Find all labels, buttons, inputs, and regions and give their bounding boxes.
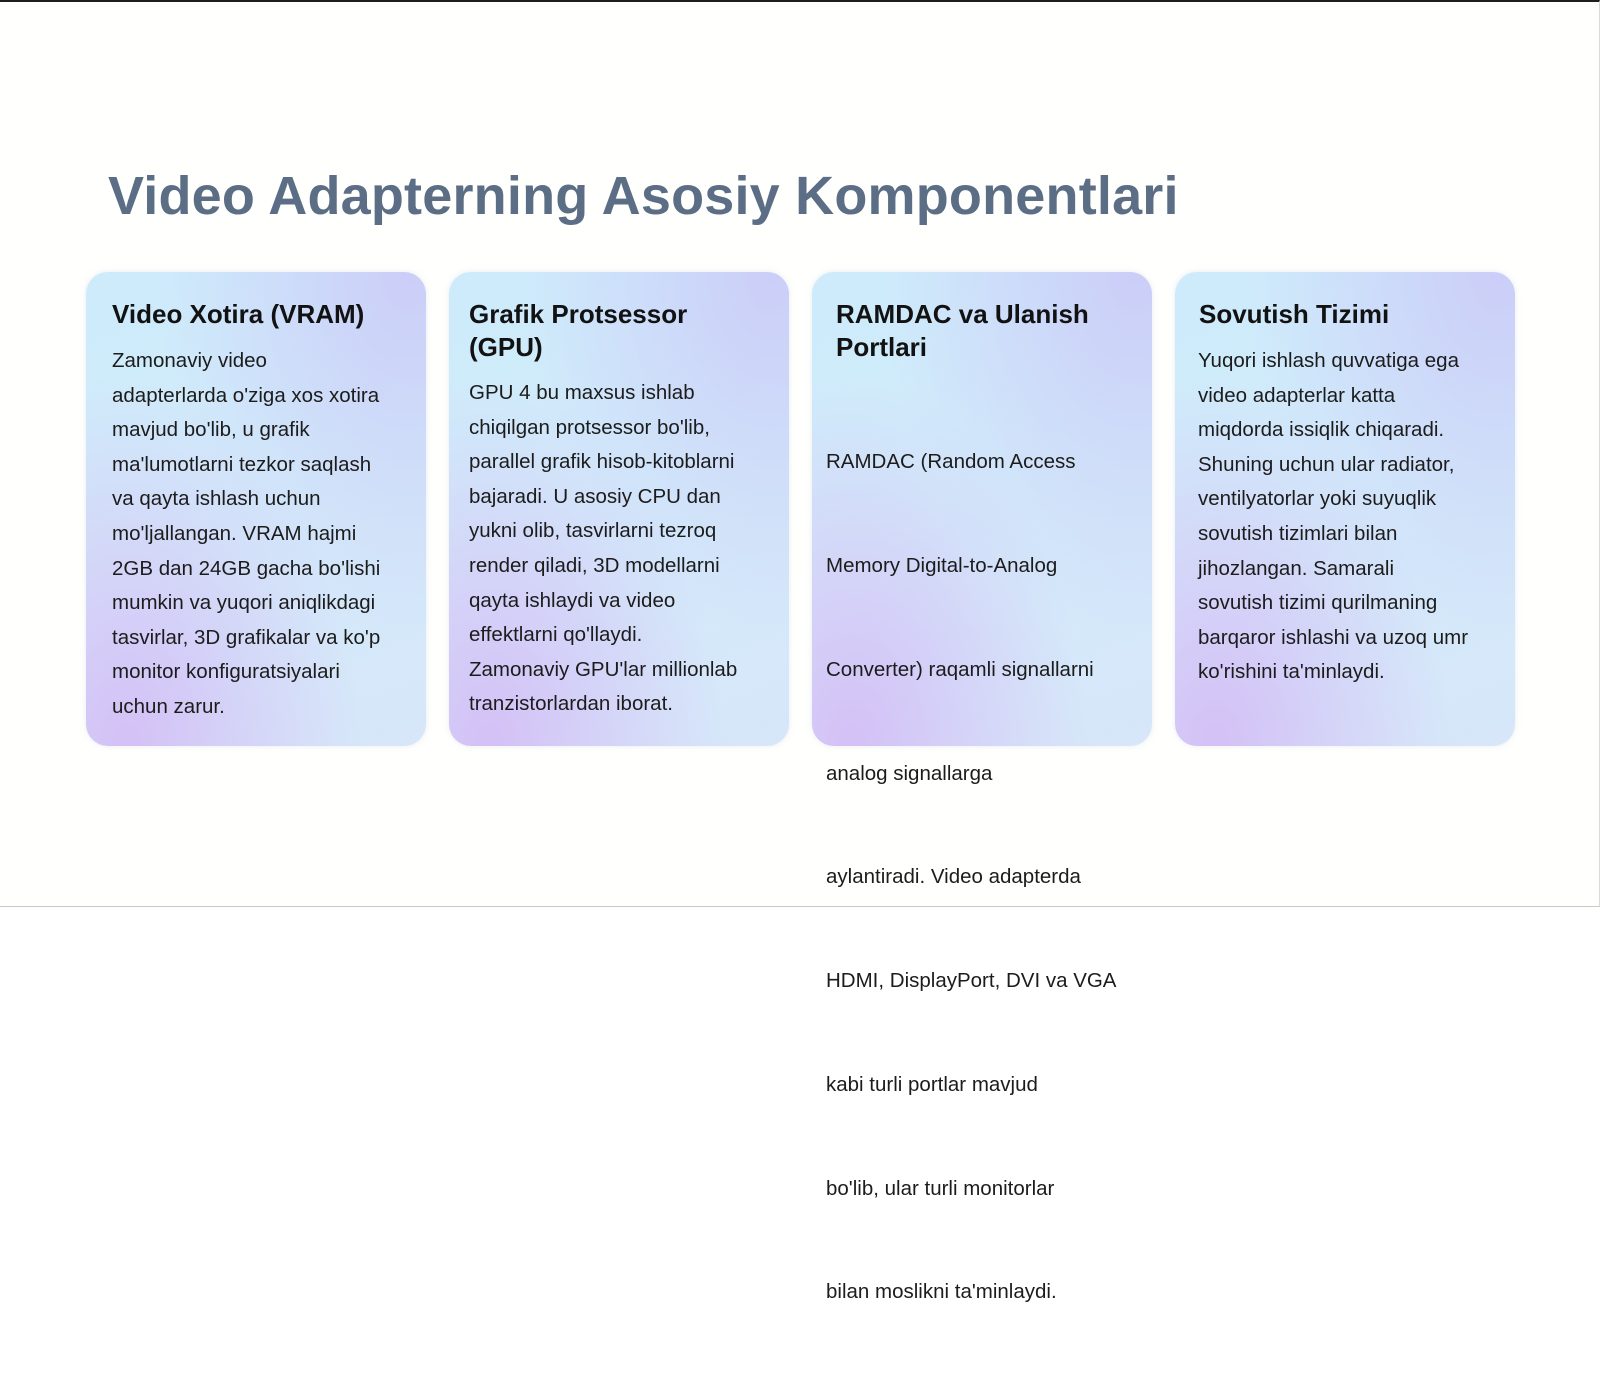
- card-body-line: mo'ljallangan. VRAM hajmi: [112, 521, 357, 545]
- card-ramdac: [812, 272, 1152, 1304]
- card-body-line: yukni olib, tasvirlarni tezroq: [469, 519, 717, 543]
- card-body-line: effektlarni qo'llaydi.: [469, 623, 643, 647]
- card-body-line: bo'lib, ular turli monitorlar: [826, 1176, 1055, 1200]
- card-body-line: Shuning uchun ular radiator,: [1198, 452, 1455, 476]
- card-body-line: miqdorda issiqlik chiqaradi.: [1198, 418, 1445, 442]
- card-body-line: Memory Digital-to-Analog: [826, 553, 1058, 577]
- card-title: RAMDAC va Ulanish Portlari: [836, 299, 1089, 362]
- card-title: Grafik Protsessor (GPU): [469, 299, 688, 362]
- card-body-line: bajaradi. U asosiy CPU dan: [469, 484, 721, 508]
- card-body-line: mumkin va yuqori aniqlikdagi: [112, 591, 376, 615]
- card-body-line: Yuqori ishlash quvvatiga ega: [1198, 349, 1459, 372]
- card-cooling: [1175, 272, 1515, 746]
- card-body-line: GPU 4 bu maxsus ishlab: [469, 381, 695, 404]
- card-body-line: analog signallarga: [826, 761, 993, 785]
- card-body-line: kabi turli portlar mavjud: [826, 1072, 1038, 1096]
- card-vram: [86, 272, 426, 746]
- card-body-line: barqaror ishlashi va uzoq umr: [1198, 625, 1469, 649]
- card-body-line: render qiladi, 3D modellarni: [469, 553, 720, 577]
- card-body-line: jihozlangan. Samarali: [1198, 556, 1395, 580]
- card-body: [826, 376, 1126, 1379]
- card-body: [1198, 344, 1498, 690]
- card-body-line: bilan moslikni ta'minlaydi.: [826, 1280, 1057, 1304]
- card-body-line: Converter) raqamli signallarni: [826, 657, 1094, 681]
- card-body-line: video adapterlar katta: [1198, 383, 1396, 407]
- card-body-line: adapterlarda o'ziga xos xotira: [112, 383, 380, 407]
- card-body-line: Zamonaviy GPU'lar millionlab: [469, 657, 738, 681]
- card-body-line: sovutish tizimlari bilan: [1198, 521, 1398, 545]
- slide-title: Video Adapterning Asosiy Komponentlari: [108, 166, 1179, 226]
- card-body-line: Zamonaviy video: [112, 349, 267, 372]
- card-body-line: 2GB dan 24GB gacha bo'lishi: [112, 556, 381, 580]
- card-body-line: parallel grafik hisob-kitoblarni: [469, 450, 735, 474]
- card-title: Sovutish Tizimi: [1199, 299, 1390, 329]
- card-body: [112, 344, 412, 725]
- card-body-line: tasvirlar, 3D grafikalar va ko'p: [112, 625, 381, 649]
- card-body-line: va qayta ishlash uchun: [112, 487, 321, 511]
- card-body-line: ko'rishini ta'minlaydi.: [1198, 660, 1385, 684]
- card-body-line: uchun zarur.: [112, 694, 225, 718]
- card-body-line: RAMDAC (Random Access: [826, 450, 1076, 474]
- card-gpu: [449, 272, 789, 746]
- card-body-line: ma'lumotlarni tezkor saqlash: [112, 452, 372, 476]
- card-body-line: aylantiradi. Video adapterda: [826, 865, 1081, 889]
- card-body-line: chiqilgan protsessor bo'lib,: [469, 415, 710, 439]
- card-body-line: qayta ishlaydi va video: [469, 588, 676, 612]
- card-body-line: sovutish tizimi qurilmaning: [1198, 591, 1438, 615]
- card-title: Video Xotira (VRAM): [112, 299, 365, 329]
- card-body-line: mavjud bo'lib, u grafik: [112, 418, 310, 442]
- card-body-line: monitor konfiguratsiyalari: [112, 660, 340, 684]
- card-body-line: ventilyatorlar yoki suyuqlik: [1198, 487, 1437, 511]
- card-body: [469, 376, 769, 722]
- card-body-line: tranzistorlardan iborat.: [469, 692, 673, 716]
- card-body-line: HDMI, DisplayPort, DVI va VGA: [826, 969, 1117, 993]
